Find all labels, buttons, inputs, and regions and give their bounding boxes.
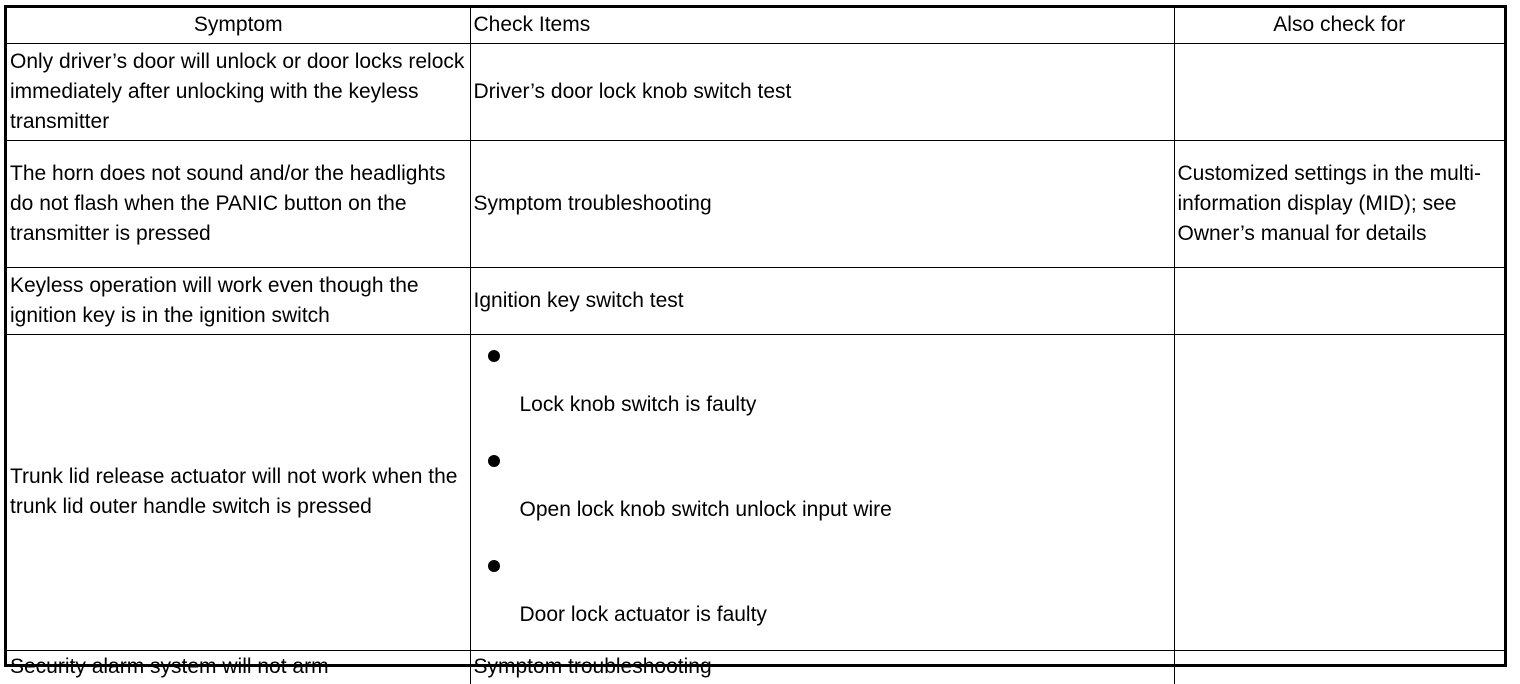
also-check-cell	[1174, 334, 1504, 650]
list-item	[471, 545, 1174, 650]
list-item	[471, 440, 1174, 545]
troubleshooting-table-frame	[4, 5, 1507, 679]
bullet-dot-icon	[488, 560, 500, 572]
troubleshooting-table	[7, 8, 1504, 684]
table-row	[7, 140, 1504, 267]
also-check-cell	[1174, 267, 1504, 334]
list-item	[471, 335, 1174, 440]
bullet-text: Door lock actuator is faulty	[519, 602, 767, 626]
symptom-cell: Security alarm system will not arm	[7, 650, 470, 684]
header-symptom: Symptom	[7, 8, 470, 43]
table-header-row	[7, 8, 1504, 43]
also-check-cell: Customized settings in the multi-information display (MID); see Owner’s manual for details	[1174, 140, 1504, 267]
bullet-text: Lock knob switch is faulty	[519, 392, 757, 416]
bullet-dot-icon	[488, 455, 500, 467]
bullet-dot-icon	[488, 350, 500, 362]
symptom-cell: Trunk lid release actuator will not work when the trunk lid outer handle switch is pressed	[7, 334, 470, 650]
also-check-cell	[1174, 650, 1504, 684]
check-items-cell: Symptom troubleshooting	[470, 650, 1174, 684]
bullet-text: Open lock knob switch unlock input wire	[519, 497, 892, 521]
header-also-check-for: Also check for	[1174, 8, 1504, 43]
table-row	[7, 650, 1504, 684]
header-check-items: Check Items	[470, 8, 1174, 43]
symptom-cell: The horn does not sound and/or the headlights do not flash when the PANIC button on the transmitter is pressed	[7, 140, 470, 267]
check-items-cell	[470, 334, 1174, 650]
also-check-cell	[1174, 43, 1504, 140]
check-items-cell: Symptom troubleshooting	[470, 140, 1174, 267]
symptom-cell: Keyless operation will work even though the ignition key is in the ignition switch	[7, 267, 470, 334]
table-row	[7, 267, 1504, 334]
table-row	[7, 334, 1504, 650]
symptom-cell: Only driver’s door will unlock or door locks relock immediately after unlocking with the keyless transmitter	[7, 43, 470, 140]
check-items-cell: Driver’s door lock knob switch test	[470, 43, 1174, 140]
check-items-bullet-list	[471, 335, 1174, 650]
table-row	[7, 43, 1504, 140]
check-items-cell: Ignition key switch test	[470, 267, 1174, 334]
